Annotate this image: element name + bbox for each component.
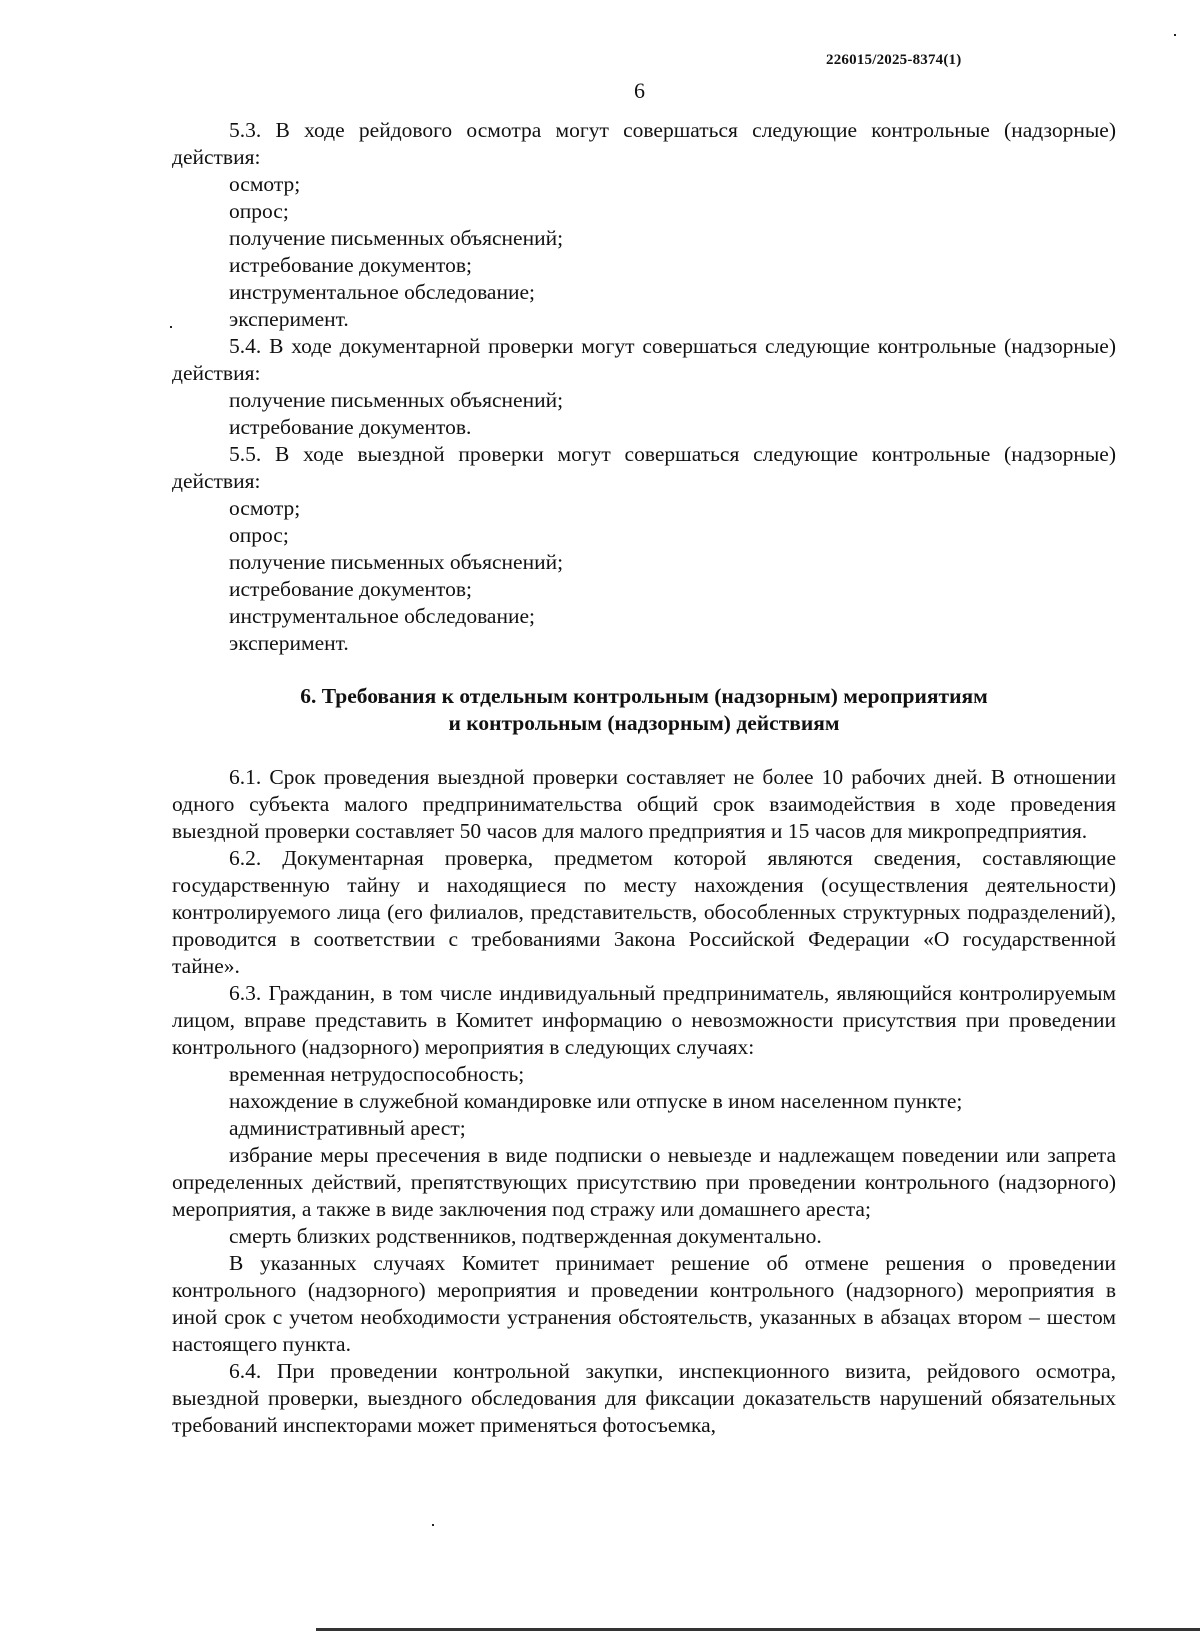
list-item: нахождение в служебной командировке или отпуске в ином населенном пункте;	[229, 1089, 963, 1113]
scan-bottom-edge	[316, 1628, 1200, 1631]
document-body	[172, 117, 1116, 1439]
page-number: 6	[634, 78, 645, 103]
list-item: истребование документов;	[229, 577, 472, 601]
list-item-long: избрание меры пресечения в виде подписки о невыезде и надлежащем поведении или запрета определенных действий, препятствующих присутствию при проведении контрольного (надзорного) мероприятия, а также в виде заключения под стражу или домашнего ареста;	[172, 1143, 1116, 1221]
list-item: получение письменных объяснений;	[229, 550, 564, 574]
paragraph-6-4: 6.4. При проведении контрольной закупки, инспекционного визита, рейдового осмотра, выездной проверки, выездного обследования для фиксации доказательств нарушений обязательных требований инспекторами может применяться фотосъемка,	[172, 1359, 1116, 1437]
list-item: эксперимент.	[229, 307, 349, 331]
section-6-heading-line-2: и контрольным (надзорным) действиям	[448, 711, 840, 735]
section-6-heading-line-1: 6. Требования к отдельным контрольным (надзорным) мероприятиям	[300, 684, 988, 708]
list-item: опрос;	[229, 523, 289, 547]
heading-spacer	[172, 737, 1116, 764]
list-item: осмотр;	[229, 172, 301, 196]
list-item: смерть близких родственников, подтвержденная документально.	[229, 1224, 822, 1248]
scan-speck	[170, 326, 172, 328]
list-item: получение письменных объяснений;	[229, 226, 564, 250]
paragraph-6-2: 6.2. Документарная проверка, предметом которой являются сведения, составляющие государственную тайну и находящиеся по месту нахождения (осуществления деятельности) контролируемого лица (его филиалов, представительств, обособленных структурных подразделений), проводится в соответствии с требованиями Закона Российской Федерации «О государственной тайне».	[172, 846, 1116, 978]
list-item: временная нетрудоспособность;	[229, 1062, 525, 1086]
paragraph-5-4: 5.4. В ходе документарной проверки могут совершаться следующие контрольные (надзорные) действия:	[172, 334, 1116, 385]
list-item: истребование документов.	[229, 415, 472, 439]
list-item: получение письменных объяснений;	[229, 388, 564, 412]
list-item: инструментальное обследование;	[229, 604, 536, 628]
list-item: опрос;	[229, 199, 289, 223]
list-item: осмотр;	[229, 496, 301, 520]
section-6-heading	[172, 683, 1116, 737]
scan-speck	[432, 1524, 434, 1526]
paragraph-6-1: 6.1. Срок проведения выездной проверки составляет не более 10 рабочих дней. В отношении одного субъекта малого предпринимательства общий срок взаимодействия в ходе проведения выездной проверки составляет 50 часов для малого предприятия и 15 часов для микропредприятия.	[172, 765, 1116, 843]
paragraph-5-5: 5.5. В ходе выездной проверки могут совершаться следующие контрольные (надзорные) действия:	[172, 442, 1116, 493]
list-item: истребование документов;	[229, 253, 472, 277]
list-item: инструментальное обследование;	[229, 280, 536, 304]
paragraph-6-3-conclusion: В указанных случаях Комитет принимает решение об отмене решения о проведении контрольного (надзорного) мероприятия и проведении контрольного (надзорного) мероприятия в иной срок с учетом необходимости устранения обстоятельств, указанных в абзацах втором – шестом настоящего пункта.	[172, 1251, 1116, 1356]
list-item: эксперимент.	[229, 631, 349, 655]
scan-speck	[1174, 34, 1176, 36]
paragraph-6-3: 6.3. Гражданин, в том числе индивидуальный предприниматель, являющийся контролируемым лицом, вправе представить в Комитет информацию о невозможности присутствия при проведении контрольного (надзорного) мероприятия в следующих случаях:	[172, 981, 1116, 1059]
paragraph-5-3: 5.3. В ходе рейдового осмотра могут совершаться следующие контрольные (надзорные) действия:	[172, 118, 1116, 169]
list-item: административный арест;	[229, 1116, 466, 1140]
document-number: 226015/2025-8374(1)	[826, 52, 962, 68]
